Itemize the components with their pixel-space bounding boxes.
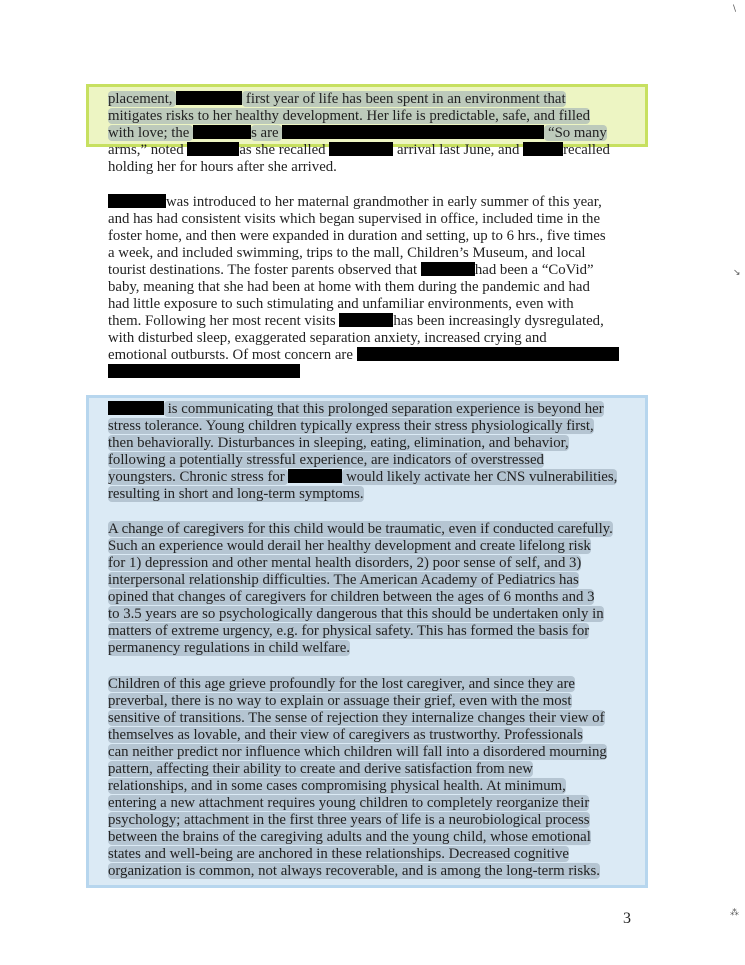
text-segment: emotional outbursts. Of most concern are <box>108 347 357 363</box>
text-line <box>108 435 638 452</box>
text-segment: with disturbed sleep, exaggerated separation anxiety, increased crying and <box>108 330 547 346</box>
redaction-bar <box>108 194 166 208</box>
scan-mark: \ <box>733 4 737 14</box>
text-line <box>108 245 638 262</box>
text-line <box>108 279 638 296</box>
text-segment: recalled <box>563 142 610 158</box>
text-line <box>108 623 638 640</box>
text-line <box>108 108 638 125</box>
redaction-bar <box>329 142 393 156</box>
scan-mark: ⁂ <box>730 908 739 918</box>
text-line <box>108 761 638 778</box>
text-segment: placement, <box>108 91 177 107</box>
text-line <box>108 555 638 572</box>
text-segment: to 3.5 years are so psychologically dangerous that this should be undertaken only in <box>108 606 604 622</box>
redaction-bar <box>523 142 563 156</box>
text-segment: a week, and included swimming, trips to the mall, Children’s Museum, and local <box>108 245 586 261</box>
text-segment: had been a “CoVid” <box>474 262 594 278</box>
text-segment: entering a new attachment requires young children to completely reorganize their <box>108 795 590 811</box>
text-line <box>108 401 638 418</box>
text-line <box>108 778 638 795</box>
text-line <box>108 693 638 710</box>
text-segment: relationships, and in some cases compromising physical health. At minimum, <box>108 778 566 794</box>
text-line <box>108 159 638 176</box>
text-line <box>108 744 638 761</box>
text-line <box>108 452 638 469</box>
redaction-bar <box>357 347 619 361</box>
text-segment: states and well-being are anchored in these relationships. Decreased cognitive <box>108 846 569 862</box>
redaction-bar <box>176 91 242 105</box>
paragraph-placement <box>108 91 638 176</box>
text-segment: following a potentially stressful experience, are indicators of overstressed <box>108 452 544 468</box>
text-line <box>108 572 638 589</box>
text-line <box>108 795 638 812</box>
text-segment: is communicating that this prolonged separation experience is beyond her <box>164 401 604 417</box>
text-line <box>108 194 638 211</box>
text-segment: s are <box>251 125 283 141</box>
redaction-bar <box>193 125 251 139</box>
text-segment: Such an experience would derail her healthy development and create lifelong risk <box>108 538 591 554</box>
text-segment: pattern, affecting their ability to create and derive satisfaction from new <box>108 761 533 777</box>
paragraph-stress-tolerance <box>108 401 638 503</box>
text-segment: foster home, and then were expanded in duration and setting, up to 6 hrs., five times <box>108 228 606 244</box>
text-line <box>108 418 638 435</box>
text-segment: themselves as lovable, and their view of caregivers as trustworthy. Professionals <box>108 727 583 743</box>
text-segment: tourist destinations. The foster parents observed that <box>108 262 421 278</box>
text-line <box>108 486 638 503</box>
text-segment: youngsters. Chronic stress for <box>108 469 289 485</box>
text-segment: between the brains of the caregiving adults and the young child, whose emotional <box>108 829 591 845</box>
text-line <box>108 812 638 829</box>
text-line <box>108 829 638 846</box>
text-segment: arms,” noted <box>108 142 188 158</box>
text-line <box>108 125 638 142</box>
text-segment: permanency regulations in child welfare. <box>108 640 350 656</box>
text-line <box>108 228 638 245</box>
text-segment: mitigates risks to her healthy development. Her life is predictable, safe, and filled <box>108 108 590 124</box>
text-line <box>108 313 638 330</box>
text-segment: interpersonal relationship difficulties. The American Academy of Pediatrics has <box>108 572 579 588</box>
text-segment: for 1) depression and other mental health disorders, 2) poor sense of self, and 3) <box>108 555 582 571</box>
text-segment: as she recalled <box>239 142 330 158</box>
text-segment: them. Following her most recent visits <box>108 313 340 329</box>
text-line <box>108 710 638 727</box>
text-segment: holding her for hours after she arrived. <box>108 159 337 175</box>
text-line <box>108 606 638 623</box>
redaction-bar <box>108 364 300 378</box>
text-line <box>108 364 638 381</box>
text-line <box>108 538 638 555</box>
text-segment: had little exposure to such stimulating and unfamiliar environments, even with <box>108 296 574 312</box>
text-segment: preverbal, there is no way to explain or assuage their grief, even with the most <box>108 693 572 709</box>
text-segment: was introduced to her maternal grandmother in early summer of this year, <box>166 194 602 210</box>
text-line <box>108 846 638 863</box>
scan-mark: ↘ <box>733 268 741 278</box>
text-line <box>108 330 638 347</box>
paragraph-grief <box>108 676 638 880</box>
text-line <box>108 469 638 486</box>
text-line <box>108 347 638 364</box>
redaction-bar <box>108 401 164 415</box>
text-line <box>108 589 638 606</box>
redaction-bar <box>288 469 342 483</box>
redaction-bar <box>339 313 393 327</box>
text-segment: with love; the <box>108 125 194 141</box>
text-segment: resulting in short and long-term symptoms. <box>108 486 364 502</box>
text-segment: “So many <box>544 125 607 141</box>
text-line <box>108 262 638 279</box>
paragraph-grandmother-visits <box>108 194 638 381</box>
text-segment: organization is common, not always recoverable, and is among the long-term risks. <box>108 863 601 879</box>
page-number: 3 <box>623 910 631 927</box>
text-segment: Children of this age grieve profoundly for the lost caregiver, and since they are <box>108 676 575 692</box>
text-segment: first year of life has been spent in an environment that <box>242 91 566 107</box>
text-line <box>108 211 638 228</box>
redaction-bar <box>421 262 475 276</box>
text-segment: psychology; attachment in the first three years of life is a neurobiological process <box>108 812 590 828</box>
text-segment: matters of extreme urgency, e.g. for physical safety. This has formed the basis for <box>108 623 590 639</box>
text-line <box>108 142 638 159</box>
text-segment: arrival last June, and <box>393 142 524 158</box>
text-line <box>108 676 638 693</box>
text-segment: has been increasingly dysregulated, <box>393 313 604 329</box>
text-line <box>108 296 638 313</box>
paragraph-change-of-caregivers <box>108 521 638 657</box>
text-segment: baby, meaning that she had been at home with them during the pandemic and had <box>108 279 590 295</box>
text-segment: sensitive of transitions. The sense of rejection they internalize changes their view of <box>108 710 605 726</box>
text-segment: opined that changes of caregivers for children between the ages of 6 months and 3 <box>108 589 595 605</box>
text-segment: A change of caregivers for this child would be traumatic, even if conducted carefully. <box>108 521 613 537</box>
text-line <box>108 640 638 657</box>
text-line <box>108 521 638 538</box>
text-segment: can neither predict nor influence which children will fall into a disordered mourning <box>108 744 607 760</box>
text-segment: stress tolerance. Young children typically express their stress physiologically first, <box>108 418 594 434</box>
redaction-bar <box>187 142 239 156</box>
text-line <box>108 727 638 744</box>
redaction-bar <box>282 125 544 139</box>
text-line <box>108 91 638 108</box>
text-line <box>108 863 638 880</box>
text-segment: then behaviorally. Disturbances in sleeping, eating, elimination, and behavior, <box>108 435 569 451</box>
text-segment: and has had consistent visits which began supervised in office, included time in the <box>108 211 601 227</box>
text-segment: would likely activate her CNS vulnerabilities, <box>342 469 618 485</box>
